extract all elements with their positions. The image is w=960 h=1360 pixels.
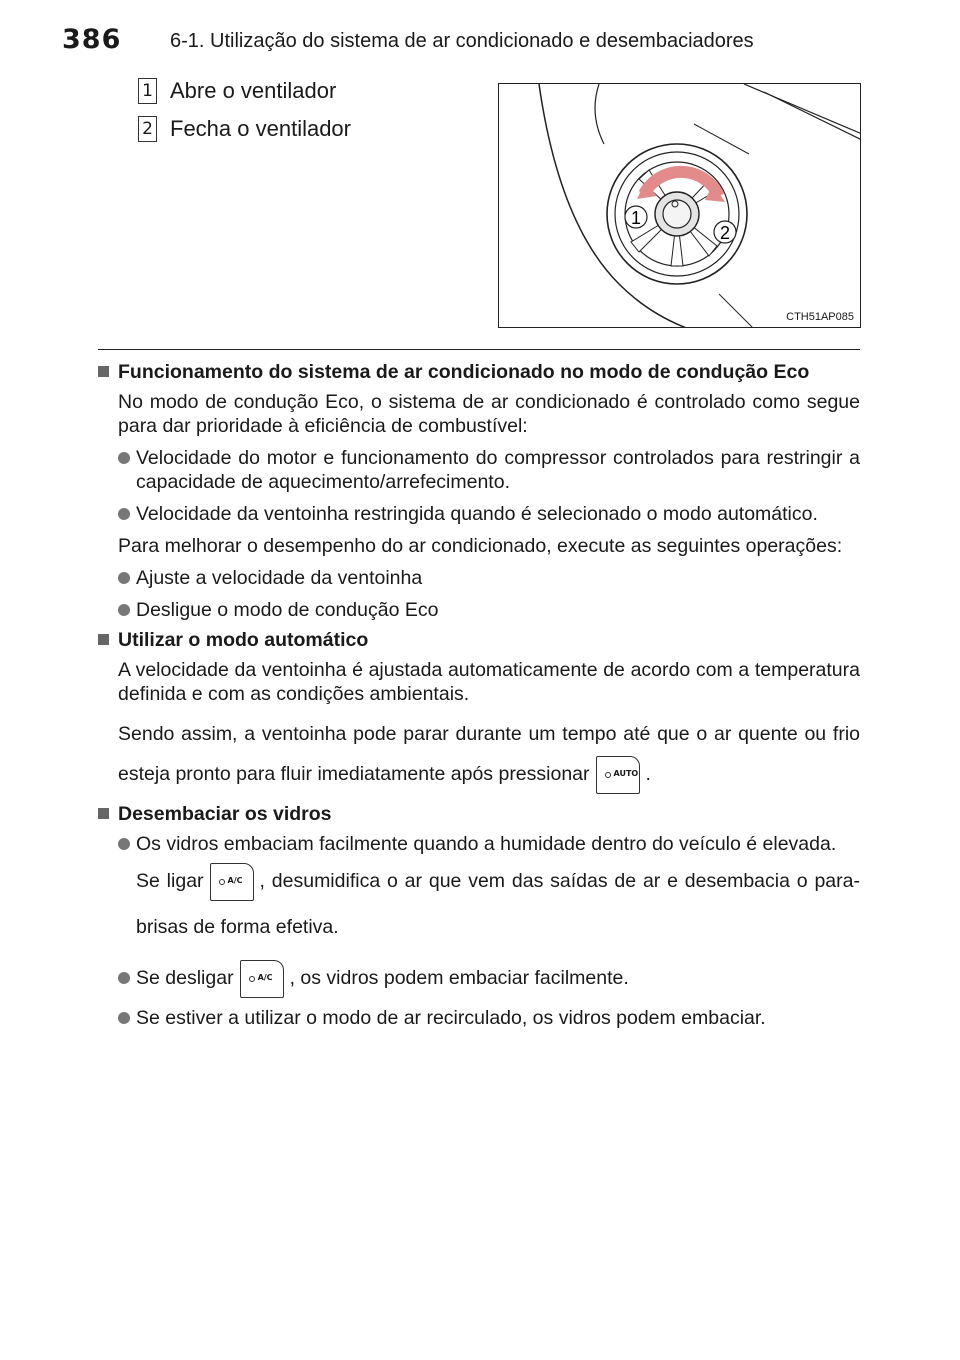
- ac-button-icon: A/C: [210, 863, 254, 901]
- page-number: 386: [62, 24, 122, 55]
- list-item: [98, 1006, 860, 1030]
- list-item-continuation: [136, 858, 860, 950]
- legend-number: 2: [138, 116, 157, 142]
- list-item-text: Ajuste a velocidade da ventoinha: [136, 567, 423, 589]
- list-item: [98, 502, 860, 526]
- paragraph: Para melhorar o desempenho do ar condicionado, execute as seguintes operações:: [118, 535, 843, 557]
- led-indicator-icon: [219, 879, 225, 885]
- section-title: 6-1. Utilização do sistema de ar condicionado e desembaciadores: [170, 30, 754, 52]
- list-item: [98, 598, 860, 622]
- square-bullet-icon: [98, 808, 109, 819]
- auto-button-icon: AUTO: [596, 756, 640, 794]
- vent-drawing: [499, 84, 861, 328]
- heading-auto: [98, 628, 860, 652]
- list-item-text: , desumidifica o ar que vem das saídas de ar e desembacia o para-brisas de forma efetiva.: [136, 870, 860, 938]
- circle-bullet-icon: [118, 838, 130, 850]
- paragraph: A velocidade da ventoinha é ajustada automaticamente de acordo com a temperatura definida e com as condições ambientais.: [118, 659, 860, 705]
- ac-button-icon: A/C: [240, 960, 284, 998]
- heading-defog: [98, 802, 860, 826]
- main-content: [98, 360, 860, 1038]
- heading-text: Desembaciar os vidros: [118, 803, 332, 825]
- legend-item-1: [138, 78, 336, 104]
- list-item: [98, 566, 860, 590]
- paragraph-text: .: [645, 763, 651, 785]
- square-bullet-icon: [98, 366, 109, 377]
- callout-2: 2: [719, 223, 731, 243]
- list-item-text: Se estiver a utilizar o modo de ar recirculado, os vidros podem embaciar.: [136, 1007, 766, 1029]
- list-item-text: Velocidade da ventoinha restringida quando é selecionado o modo automático.: [136, 503, 818, 525]
- heading-text: Utilizar o modo automático: [118, 629, 369, 651]
- circle-bullet-icon: [118, 1012, 130, 1024]
- square-bullet-icon: [98, 634, 109, 645]
- paragraph: No modo de condução Eco, o sistema de ar condicionado é controlado como segue para dar prioridade à eficiência de combustível:: [118, 391, 860, 437]
- list-item: [98, 832, 860, 950]
- circle-bullet-icon: [118, 572, 130, 584]
- legend-number: 1: [138, 78, 157, 104]
- circle-bullet-icon: [118, 972, 130, 984]
- list-item-text: Os vidros embaciam facilmente quando a humidade dentro do veículo é elevada.: [136, 833, 837, 855]
- paragraph-text: Sendo assim, a ventoinha pode parar durante um tempo até que o ar quente ou frio esteja pronto para fluir imediatamente após pressionar: [118, 723, 860, 785]
- list-item-text: Desligue o modo de condução Eco: [136, 599, 439, 621]
- section-divider: [98, 349, 860, 350]
- legend-label: Abre o ventilador: [170, 78, 337, 103]
- list-item-text: Velocidade do motor e funcionamento do compressor controlados para restringir a capacidade de aquecimento/arrefecimento.: [136, 447, 860, 493]
- vent-illustration: [498, 83, 861, 328]
- paragraph: [98, 714, 860, 794]
- heading-eco: [98, 360, 860, 384]
- led-indicator-icon: [605, 772, 611, 778]
- heading-text: Funcionamento do sistema de ar condicionado no modo de condução Eco: [118, 361, 810, 383]
- callout-1: 1: [630, 208, 642, 228]
- circle-bullet-icon: [118, 604, 130, 616]
- list-item: [98, 446, 860, 494]
- list-item: [98, 958, 860, 998]
- figure-code: CTH51AP085: [786, 311, 854, 323]
- list-item-text: , os vidros podem embaciar facilmente.: [289, 967, 629, 989]
- list-item-text: Se ligar: [136, 870, 204, 892]
- legend-item-2: [138, 116, 351, 142]
- circle-bullet-icon: [118, 452, 130, 464]
- circle-bullet-icon: [118, 508, 130, 520]
- legend-label: Fecha o ventilador: [170, 116, 351, 141]
- led-indicator-icon: [249, 976, 255, 982]
- list-item-text: Se desligar: [136, 967, 234, 989]
